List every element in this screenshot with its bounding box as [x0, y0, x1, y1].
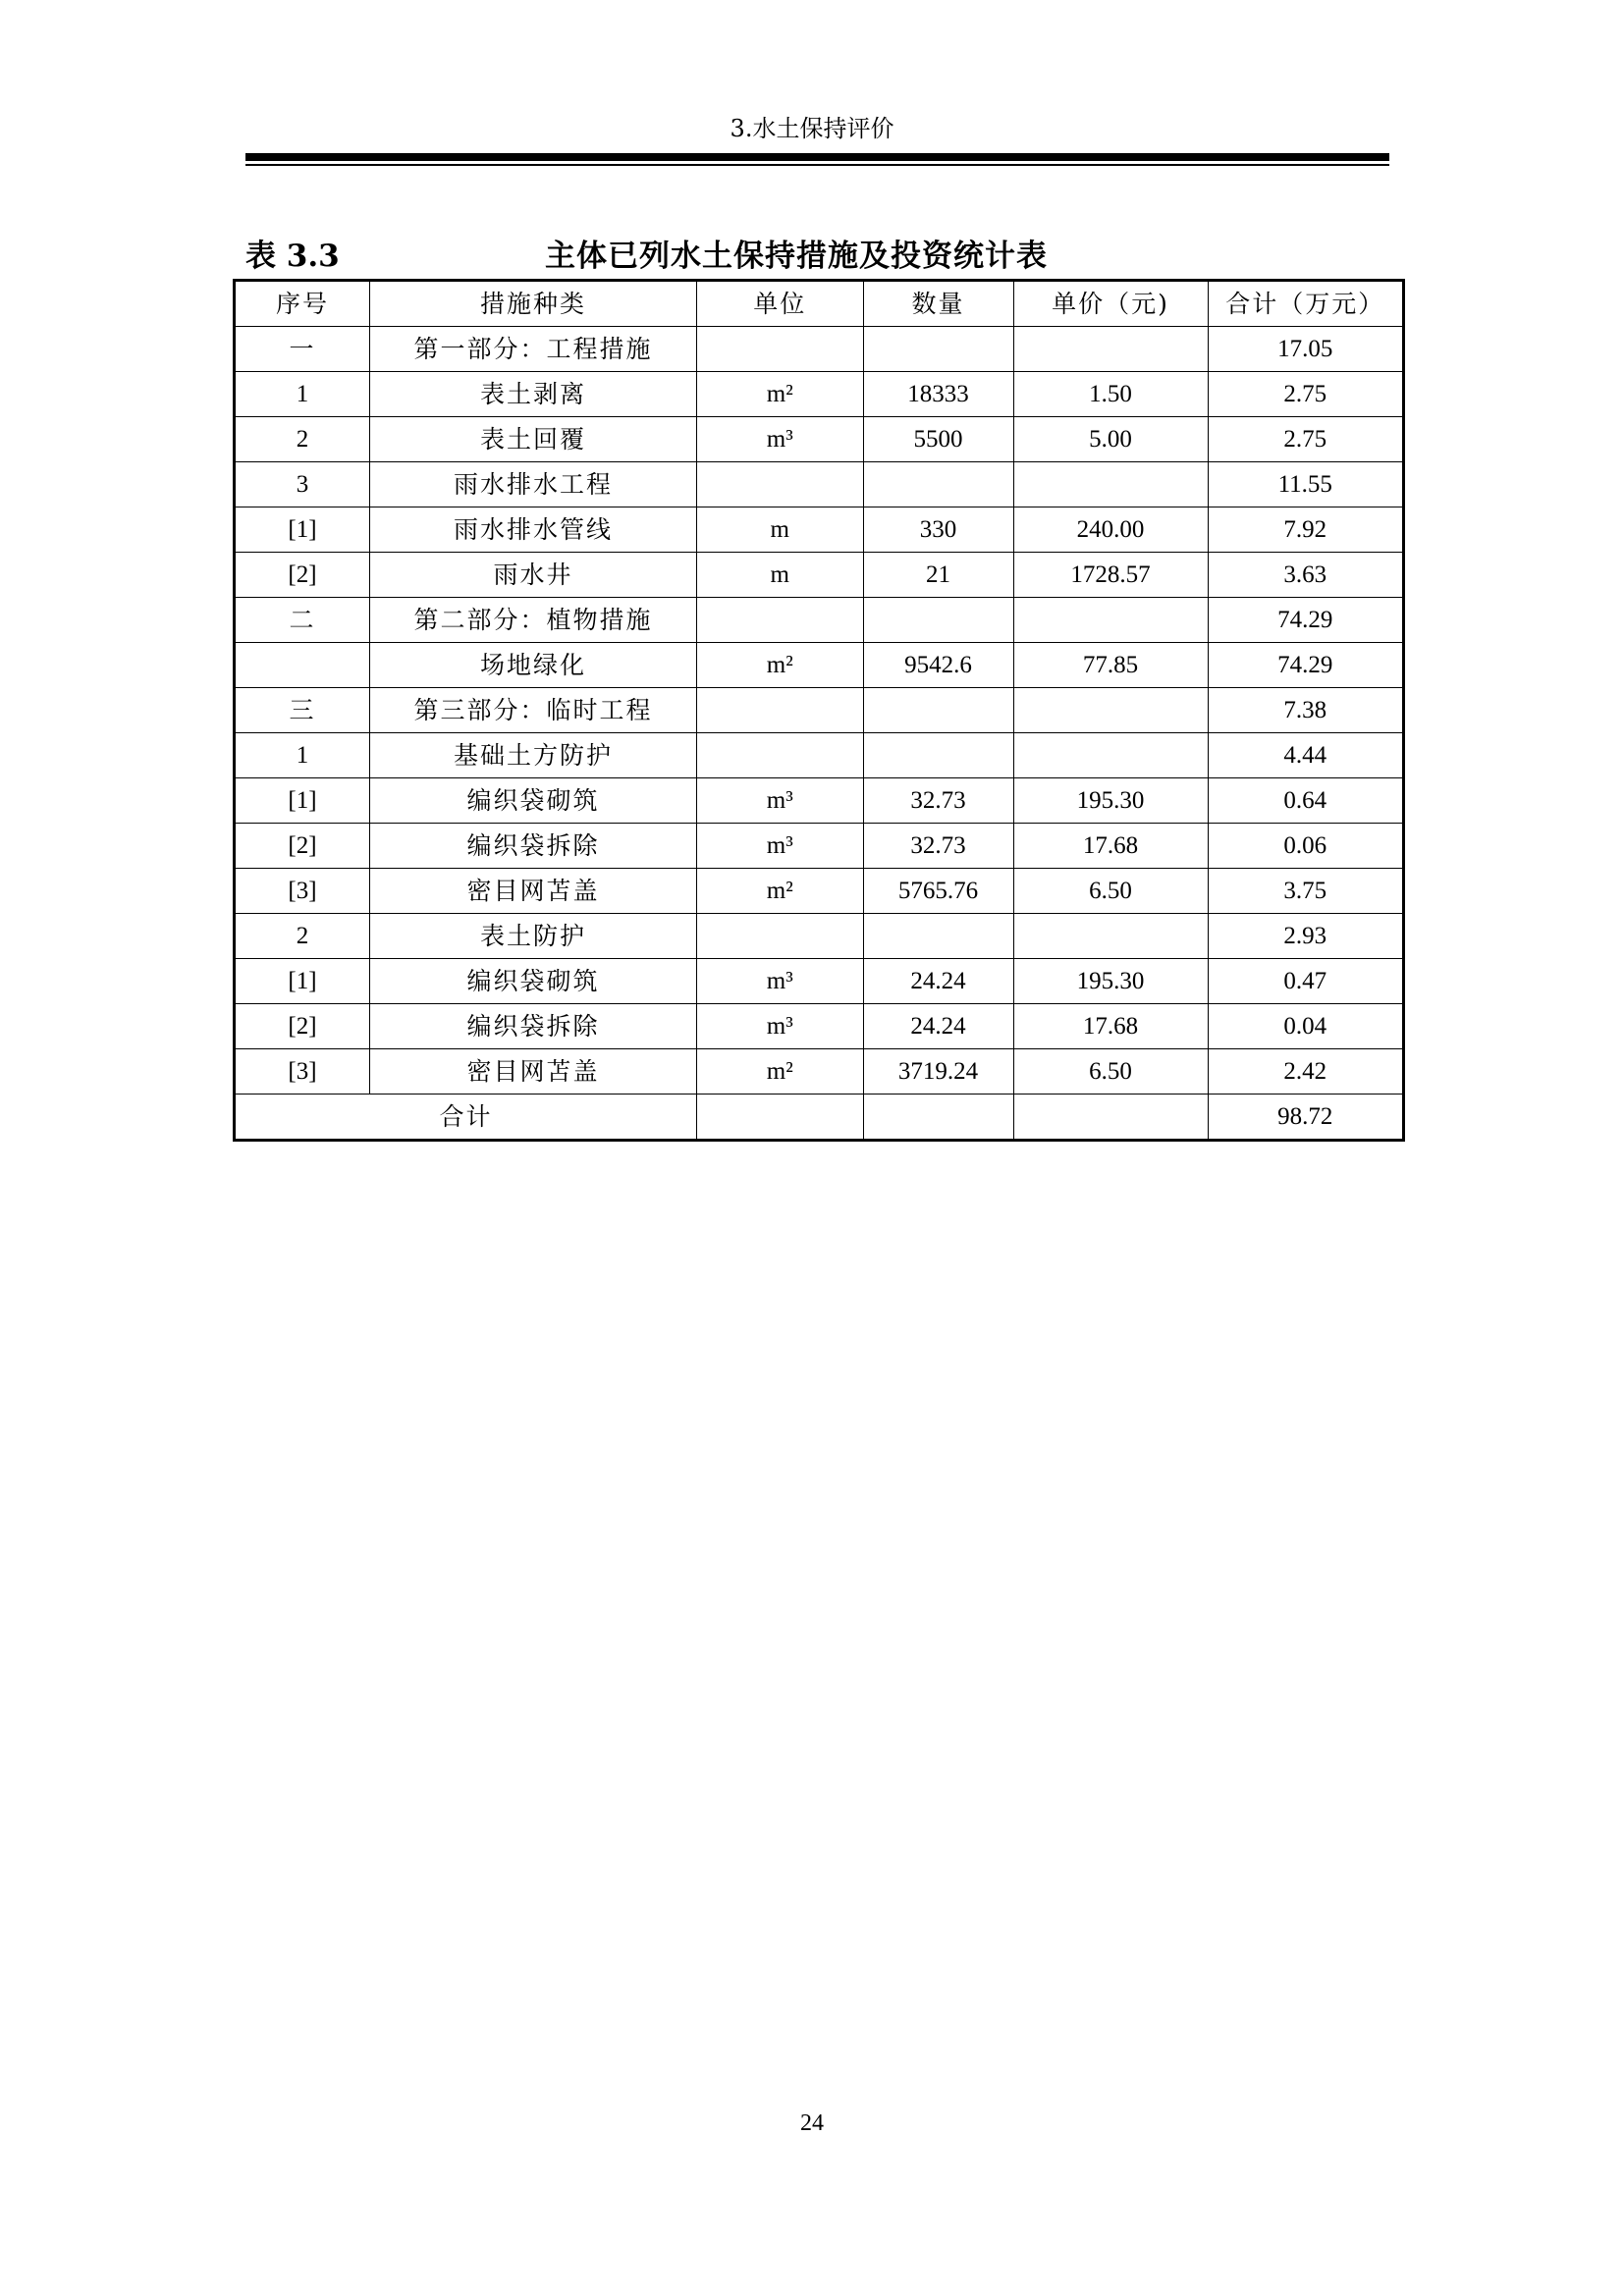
total-cell: 3.75 — [1208, 869, 1404, 914]
quantity-cell: 9542.6 — [863, 643, 1013, 688]
table-total-row — [235, 1095, 1404, 1141]
seq-cell: [2] — [235, 553, 370, 598]
measure-cell: 编织袋砌筑 — [370, 959, 697, 1004]
table-row — [235, 1004, 1404, 1049]
unit-price-cell — [1013, 598, 1208, 643]
quantity-cell — [863, 914, 1013, 959]
seq-cell: 3 — [235, 462, 370, 507]
quantity-cell — [863, 327, 1013, 372]
table-row — [235, 507, 1404, 553]
table-row — [235, 598, 1404, 643]
unit-cell: m — [697, 507, 864, 553]
measure-cell: 编织袋拆除 — [370, 824, 697, 869]
table-row — [235, 914, 1404, 959]
table-caption — [245, 236, 1404, 277]
total-cell: 7.92 — [1208, 507, 1404, 553]
quantity-cell: 32.73 — [863, 824, 1013, 869]
unit-price-cell — [1013, 327, 1208, 372]
table-row — [235, 688, 1404, 733]
total-cell: 0.06 — [1208, 824, 1404, 869]
measure-cell: 雨水排水工程 — [370, 462, 697, 507]
seq-cell: [3] — [235, 869, 370, 914]
unit-cell — [697, 914, 864, 959]
unit-price-cell: 195.30 — [1013, 959, 1208, 1004]
unit-price-cell: 1728.57 — [1013, 553, 1208, 598]
table-row — [235, 462, 1404, 507]
measure-cell: 密目网苫盖 — [370, 1049, 697, 1095]
table-title: 主体已列水土保持措施及投资统计表 — [545, 239, 1048, 274]
unit-cell: m³ — [697, 778, 864, 824]
seq-cell: 二 — [235, 598, 370, 643]
unit-cell: m² — [697, 869, 864, 914]
unit-cell — [697, 598, 864, 643]
quantity-cell: 24.24 — [863, 959, 1013, 1004]
unit-cell: m² — [697, 372, 864, 417]
unit-cell: m³ — [697, 417, 864, 462]
running-header: 3.水土保持评价 — [730, 115, 894, 142]
seq-cell: 1 — [235, 733, 370, 778]
quantity-cell: 18333 — [863, 372, 1013, 417]
unit-cell — [697, 688, 864, 733]
seq-cell: [2] — [235, 1004, 370, 1049]
total-cell: 0.47 — [1208, 959, 1404, 1004]
total-label: 合计 — [235, 1095, 697, 1141]
measure-cell: 表土防护 — [370, 914, 697, 959]
quantity-cell: 21 — [863, 553, 1013, 598]
table-row — [235, 327, 1404, 372]
col-header-unit: 单位 — [697, 281, 864, 327]
col-header-measure: 措施种类 — [370, 281, 697, 327]
unit-cell — [697, 327, 864, 372]
quantity-cell — [863, 462, 1013, 507]
quantity-cell — [863, 733, 1013, 778]
unit-price-cell — [1013, 914, 1208, 959]
unit-price-cell: 17.68 — [1013, 1004, 1208, 1049]
table-body — [235, 327, 1404, 1095]
unit-price-cell: 17.68 — [1013, 824, 1208, 869]
unit-price-cell: 6.50 — [1013, 1049, 1208, 1095]
table-row — [235, 824, 1404, 869]
header-rule-thick — [245, 153, 1389, 161]
unit-cell: m³ — [697, 824, 864, 869]
unit-cell — [697, 462, 864, 507]
seq-cell: 一 — [235, 327, 370, 372]
quantity-cell: 5500 — [863, 417, 1013, 462]
total-cell: 2.42 — [1208, 1049, 1404, 1095]
unit-price-cell: 195.30 — [1013, 778, 1208, 824]
quantity-cell — [863, 688, 1013, 733]
col-header-quantity: 数量 — [863, 281, 1013, 327]
table-row — [235, 553, 1404, 598]
unit-price-cell: 77.85 — [1013, 643, 1208, 688]
measure-cell: 第二部分：植物措施 — [370, 598, 697, 643]
quantity-cell: 32.73 — [863, 778, 1013, 824]
total-unit-cell — [697, 1095, 864, 1141]
total-cell: 2.75 — [1208, 417, 1404, 462]
total-cell: 2.93 — [1208, 914, 1404, 959]
total-cell: 7.38 — [1208, 688, 1404, 733]
table-row — [235, 417, 1404, 462]
total-cell: 4.44 — [1208, 733, 1404, 778]
seq-cell: 三 — [235, 688, 370, 733]
total-cell: 17.05 — [1208, 327, 1404, 372]
measure-cell: 雨水排水管线 — [370, 507, 697, 553]
measure-cell: 场地绿化 — [370, 643, 697, 688]
seq-cell: [2] — [235, 824, 370, 869]
table-row — [235, 1049, 1404, 1095]
total-cell: 0.04 — [1208, 1004, 1404, 1049]
unit-price-cell: 6.50 — [1013, 869, 1208, 914]
table-header-row — [235, 281, 1404, 327]
page-number: 24 — [800, 2110, 824, 2136]
table-row — [235, 959, 1404, 1004]
measure-cell: 基础土方防护 — [370, 733, 697, 778]
grand-total-value: 98.72 — [1208, 1095, 1404, 1141]
total-cell: 74.29 — [1208, 643, 1404, 688]
measure-cell: 密目网苫盖 — [370, 869, 697, 914]
seq-cell: 2 — [235, 914, 370, 959]
quantity-cell: 3719.24 — [863, 1049, 1013, 1095]
total-cell: 2.75 — [1208, 372, 1404, 417]
seq-cell: [1] — [235, 778, 370, 824]
unit-price-cell — [1013, 462, 1208, 507]
unit-price-cell — [1013, 733, 1208, 778]
unit-cell: m² — [697, 1049, 864, 1095]
total-qty-cell — [863, 1095, 1013, 1141]
seq-cell: [3] — [235, 1049, 370, 1095]
unit-price-cell: 1.50 — [1013, 372, 1208, 417]
measure-cell: 第三部分：临时工程 — [370, 688, 697, 733]
quantity-cell: 24.24 — [863, 1004, 1013, 1049]
unit-price-cell — [1013, 688, 1208, 733]
total-cell: 11.55 — [1208, 462, 1404, 507]
col-header-seq: 序号 — [235, 281, 370, 327]
unit-cell: m³ — [697, 959, 864, 1004]
table-row — [235, 733, 1404, 778]
quantity-cell: 5765.76 — [863, 869, 1013, 914]
total-cell: 0.64 — [1208, 778, 1404, 824]
unit-cell: m³ — [697, 1004, 864, 1049]
measure-cell: 第一部分：工程措施 — [370, 327, 697, 372]
seq-cell: [1] — [235, 507, 370, 553]
quantity-cell: 330 — [863, 507, 1013, 553]
measure-cell: 编织袋拆除 — [370, 1004, 697, 1049]
investment-table — [233, 279, 1405, 1142]
total-cell: 3.63 — [1208, 553, 1404, 598]
table-row — [235, 869, 1404, 914]
seq-cell: 2 — [235, 417, 370, 462]
table-row — [235, 643, 1404, 688]
seq-cell: 1 — [235, 372, 370, 417]
table-row — [235, 372, 1404, 417]
measure-cell: 表土剥离 — [370, 372, 697, 417]
measure-cell: 编织袋砌筑 — [370, 778, 697, 824]
table-row — [235, 778, 1404, 824]
table-number: 表 3.3 — [245, 239, 340, 274]
total-cell: 74.29 — [1208, 598, 1404, 643]
unit-cell — [697, 733, 864, 778]
unit-cell: m — [697, 553, 864, 598]
seq-cell: [1] — [235, 959, 370, 1004]
unit-price-cell: 5.00 — [1013, 417, 1208, 462]
measure-cell: 雨水井 — [370, 553, 697, 598]
seq-cell — [235, 643, 370, 688]
col-header-total: 合计（万元） — [1208, 281, 1404, 327]
quantity-cell — [863, 598, 1013, 643]
header-rule-thin — [245, 164, 1389, 166]
unit-cell: m² — [697, 643, 864, 688]
total-price-cell — [1013, 1095, 1208, 1141]
col-header-unit-price: 单价（元) — [1013, 281, 1208, 327]
unit-price-cell: 240.00 — [1013, 507, 1208, 553]
measure-cell: 表土回覆 — [370, 417, 697, 462]
